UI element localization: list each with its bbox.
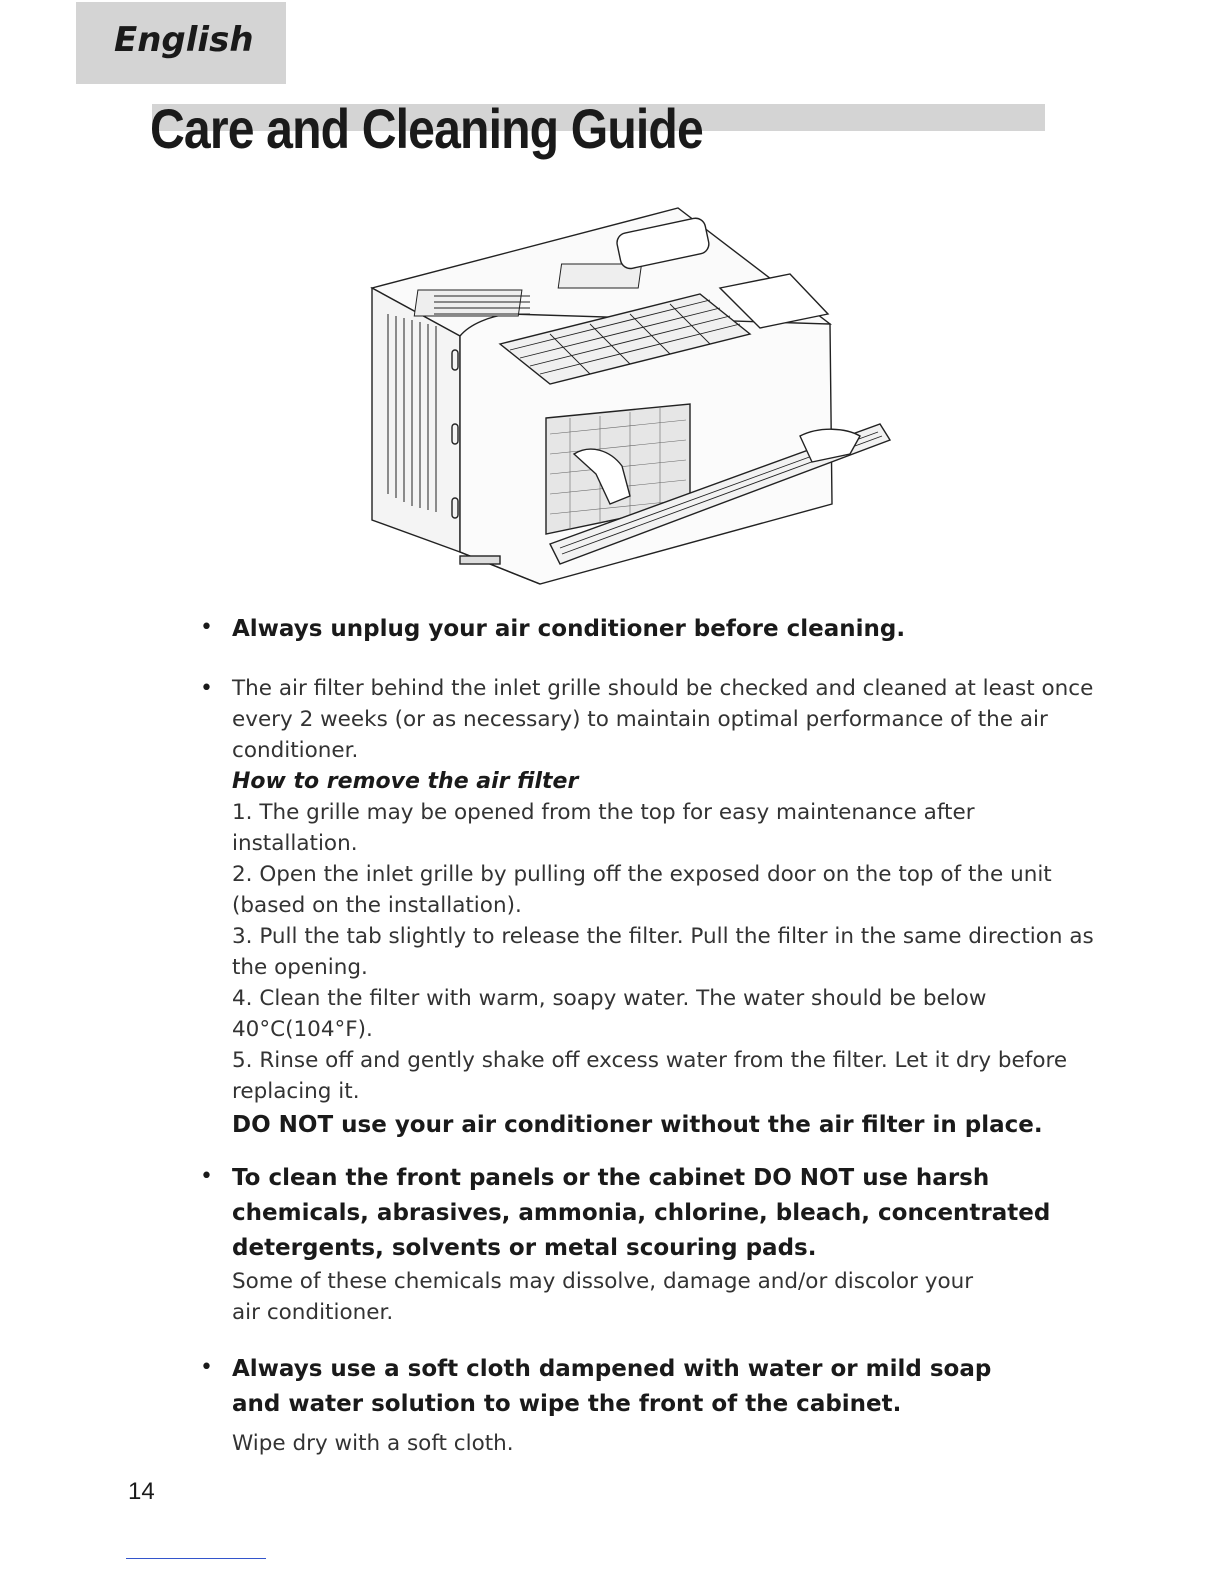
bullet-heading: Always unplug your air conditioner before cleaning.: [232, 616, 906, 642]
bullet-unplug: [196, 612, 1096, 647]
bullet-dot: •: [200, 1164, 213, 1189]
bullet-dot: •: [200, 676, 213, 701]
step-item: 3. Pull the tab slightly to release the filter. Pull the filter in the same direction as the opening.: [232, 924, 1094, 980]
step-item: 2. Open the inlet grille by pulling off the exposed door on the top of the unit (based on the installation).: [232, 862, 1052, 918]
subheading-remove-filter: How to remove the air filter: [232, 769, 579, 794]
bullet-text: Wipe dry with a soft cloth.: [232, 1431, 514, 1456]
bullet-soft-cloth: [196, 1352, 1096, 1459]
page-title: Care and Cleaning Guide: [150, 97, 703, 160]
language-tab: [76, 2, 286, 84]
language-label: English: [114, 20, 254, 60]
step-item: 1. The grille may be opened from the top for easy maintenance after installation.: [232, 800, 975, 856]
bullet-chemicals: [196, 1161, 1096, 1328]
step-item: 4. Clean the filter with warm, soapy water. The water should be below 40°C(104°F).: [232, 986, 987, 1042]
bullet-heading: Always use a soft cloth dampened with water or mild soap and water solution to wipe the front of the cabinet.: [232, 1356, 992, 1417]
bullet-text: The air filter behind the inlet grille should be checked and cleaned at least once every 2 weeks (or as necessary) to maintain optimal performance of the air conditioner.: [232, 676, 1094, 763]
footer-rule: [126, 1558, 266, 1559]
bullet-dot: •: [200, 615, 213, 640]
air-conditioner-illustration: [360, 204, 900, 594]
content: [196, 612, 1096, 1459]
bullet-heading: To clean the front panels or the cabinet DO NOT use harsh chemicals, abrasives, ammonia, chlorine, bleach, concentrated detergents, solvents or metal scouring pads.: [232, 1165, 1051, 1261]
page-number: 14: [128, 1478, 155, 1505]
bullet-text: Some of these chemicals may dissolve, damage and/or discolor your air conditioner.: [232, 1269, 974, 1325]
step-item: 5. Rinse off and gently shake off excess water from the filter. Let it dry before replacing it.: [232, 1048, 1068, 1104]
filter-warning: DO NOT use your air conditioner without the air filter in place.: [232, 1112, 1043, 1138]
bullet-air-filter: [196, 673, 1096, 1143]
bullet-dot: •: [200, 1355, 213, 1380]
